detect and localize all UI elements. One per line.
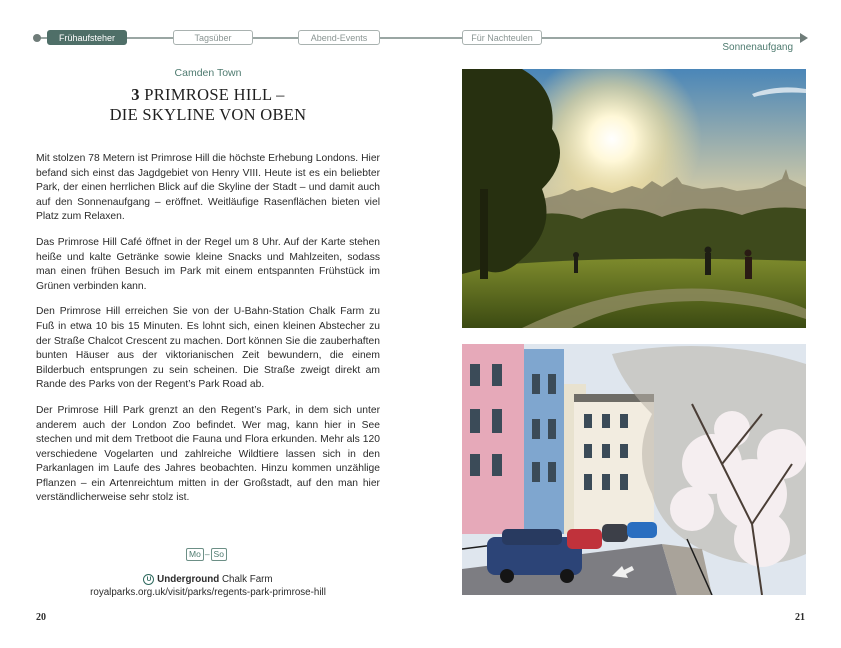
paragraph-1: Mit stolzen 78 Metern ist Primrose Hill die höchste Erhebung Londons. Hier befand sich einst das Jagdgebiet von Henry VIII. Heute ist es ein beliebter Park, der einen herrlichen Blick auf die Skyline der Stadt – und damit auch auf den Sonnenaufgang – eröffnet. Weitläufige Rasenflächen bieten viel Platz zum Relaxen. [36,153,380,223]
sunrise-park-photo [462,69,806,328]
day-from-badge: Mo [186,548,204,561]
title-line-1: PRIMROSE HILL – [144,85,285,104]
tab-fuer-nachteulen[interactable]: Für Nachteulen [462,30,542,45]
transport-info [36,573,380,599]
paragraph-2: Das Primrose Hill Café öffnet in der Regel um 8 Uhr. Auf der Karte stehen heiße und kalte Getränke sowie kleine Snacks und Mahlzeiten, sodass man einen frühen Besuch im Park mit einem entspannten Frühstück im Grünen verbinden kann. [36,236,380,292]
page-number-right: 21 [795,612,805,623]
opening-days [186,548,227,561]
day-dash: – [204,549,210,559]
entry-number: 3 [131,85,140,104]
day-to-badge: So [211,548,227,561]
page-number-left: 20 [36,612,46,623]
paragraph-3: Den Primrose Hill erreichen Sie von der U-Bahn-Station Chalk Farm zu Fuß in etwa 10 bis 15 Minuten. Es lohnt sich, einen kleinen Abstecher zu der Straße Chalcot Crescent zu machen. Dort können Sie die zauberhaften bunten Häuser aus der viktorianischen Zeit bewundern, die einem Bilderbuch entsprungen zu sein scheinen. Die Straße zweigt direkt am Rande des Parks von der Regent’s Park Road ab. [36,306,380,391]
page-title [36,85,380,125]
paragraph-4: Der Primrose Hill Park grenzt an den Regent’s Park, in dem sich unter anderem auch der London Zoo befindet. Wer mag, kann hier in See stechen und mit dem Tretboot die Fauna und Flora erkunden. Mehr als 120 verschiedene Vogelarten und zahlreiche Wildtiere lassen sich in den Parkanlagen im Laufe des Jahres beobachten. Hinzu kommen unzählige Pflanzen – ein Artenreichtum mitten in der Großstadt, auf den man hier verständlicherweise sehr stolz ist. [36,404,380,504]
section-label: Sonnenaufgang [722,42,793,53]
timeline-arrow-icon [800,33,808,43]
article-body [36,152,380,517]
tab-abend-events[interactable]: Abend-Events [298,30,380,45]
colorful-houses-street-photo [462,344,806,595]
website-link[interactable]: royalparks.org.uk/visit/parks/regents-park-primrose-hill [90,587,326,598]
district-label: Camden Town [174,67,242,79]
tab-fruehaufsteher[interactable]: Frühaufsteher [47,30,127,45]
timeline-start-dot [33,34,41,42]
tab-tagsueber[interactable]: Tagsüber [173,30,253,45]
transport-label: Underground [157,574,220,585]
title-line-2: DIE SKYLINE VON OBEN [109,105,307,124]
station-name: Chalk Farm [221,574,273,585]
timeline-line [36,37,806,39]
underground-icon: U [143,574,154,585]
